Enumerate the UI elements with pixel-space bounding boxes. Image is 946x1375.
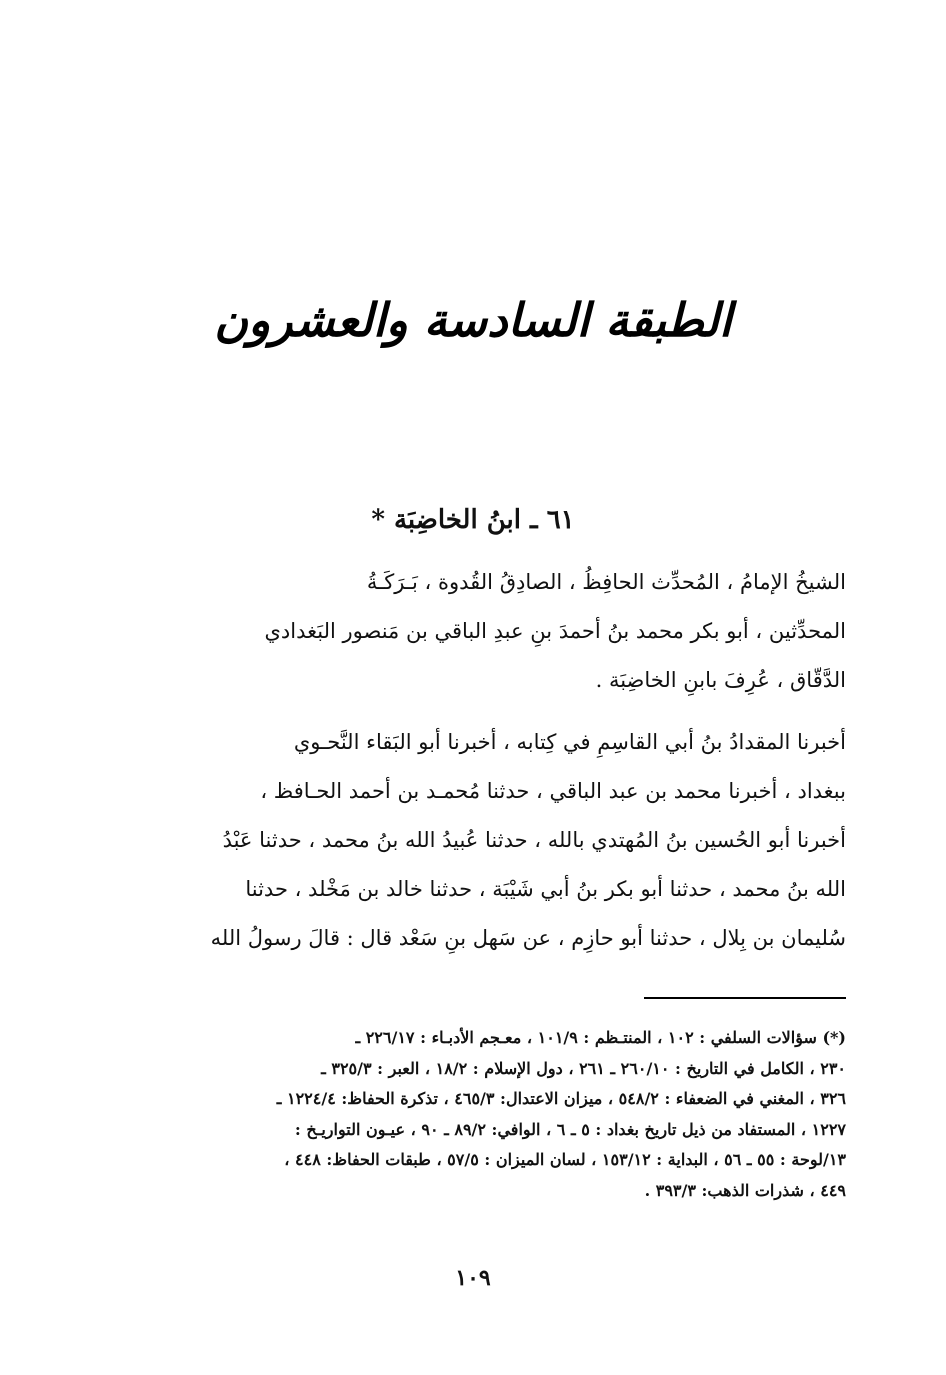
page-number: ١٠٩ xyxy=(455,1265,491,1291)
entry-heading: ٦١ ـ ابنُ الخاضِبَة * xyxy=(371,505,575,535)
footnote-line: ١٣/لوحة : ٥٥ ـ ٥٦ ، البداية : ١٥٣/١٢ ، لسان الميزان : ٥٧/٥ ، طبقات الحفاظ: ٤٤٨ ، xyxy=(284,1150,846,1169)
biography-paragraph xyxy=(100,558,846,705)
text-line: أخبرنا أبو الحُسين بنُ المُهتدي بالله ، حدثنا عُبيدُ الله بنُ محمد ، حدثنا عَبْدُ xyxy=(222,828,846,852)
text-line: المحدِّثين ، أبو بكر محمد بنُ أحمدَ بنِ عبدِ الباقي بن مَنصور البَغدادي xyxy=(264,619,846,643)
text-line: الله بنُ محمد ، حدثنا أبو بكر بنُ أبي شَيْبَة ، حدثنا خالد بن مَخْلد ، حدثنا xyxy=(245,877,846,901)
footnote-line: ٢٣٠ ، الكامل في التاريخ : ٢٦٠/١٠ ـ ٢٦١ ، دول الإسلام : ١٨/٢ ، العبر : ٣٢٥/٣ ـ xyxy=(321,1058,846,1078)
footnote-line: ١٢٢٧ ، المستفاد من ذيل تاريخ بغداد : ٥ ـ ٦ ، الوافي: ٨٩/٢ ـ ٩٠ ، عيـون التواريـخ : xyxy=(294,1119,846,1139)
text-line: الدَّقّاق ، عُرِفَ بابنِ الخاضِبَة . xyxy=(595,668,846,692)
footnote-line: ٤٤٩ ، شذرات الذهب: ٣٩٣/٣ . xyxy=(644,1180,846,1200)
footnote-line: ٣٢٦ ، المغني في الضعفاء : ٥٤٨/٢ ، ميزان الاعتدال: ٤٦٥/٣ ، تذكرة الحفاظ: ١٢٢٤/٤ ـ xyxy=(276,1089,846,1108)
hadith-paragraph xyxy=(100,718,846,963)
footnote xyxy=(100,1023,846,1206)
text-line: أخبرنا المقدادُ بنُ أبي القاسِمِ في كِتابه ، أخبرنا أبو البَقاء النَّحـوي xyxy=(293,730,846,754)
footnote-line: (*) سؤالات السلفي : ١٠٢ ، المنتـظم : ١٠١/٩ ، معـجم الأدبـاء : ٢٢٦/١٧ ـ xyxy=(355,1028,846,1047)
footnote-divider xyxy=(644,997,846,999)
text-line: سُليمان بن بِلال ، حدثنا أبو حازِم ، عن سَهل بنِ سَعْد قال : قالَ رسولُ الله xyxy=(210,926,846,950)
text-line: ببغداد ، أخبرنا محمد بن عبد الباقي ، حدثنا مُحمـد بن أحمد الحـافظ ، xyxy=(260,779,846,803)
section-title: الطبقة السادسة والعشرون xyxy=(214,293,732,347)
text-line: الشيخُ الإمامُ ، المُحدِّث الحافِظُ ، الصادِقُ القُدوة ، بَـرَكَـةُ xyxy=(366,570,846,594)
